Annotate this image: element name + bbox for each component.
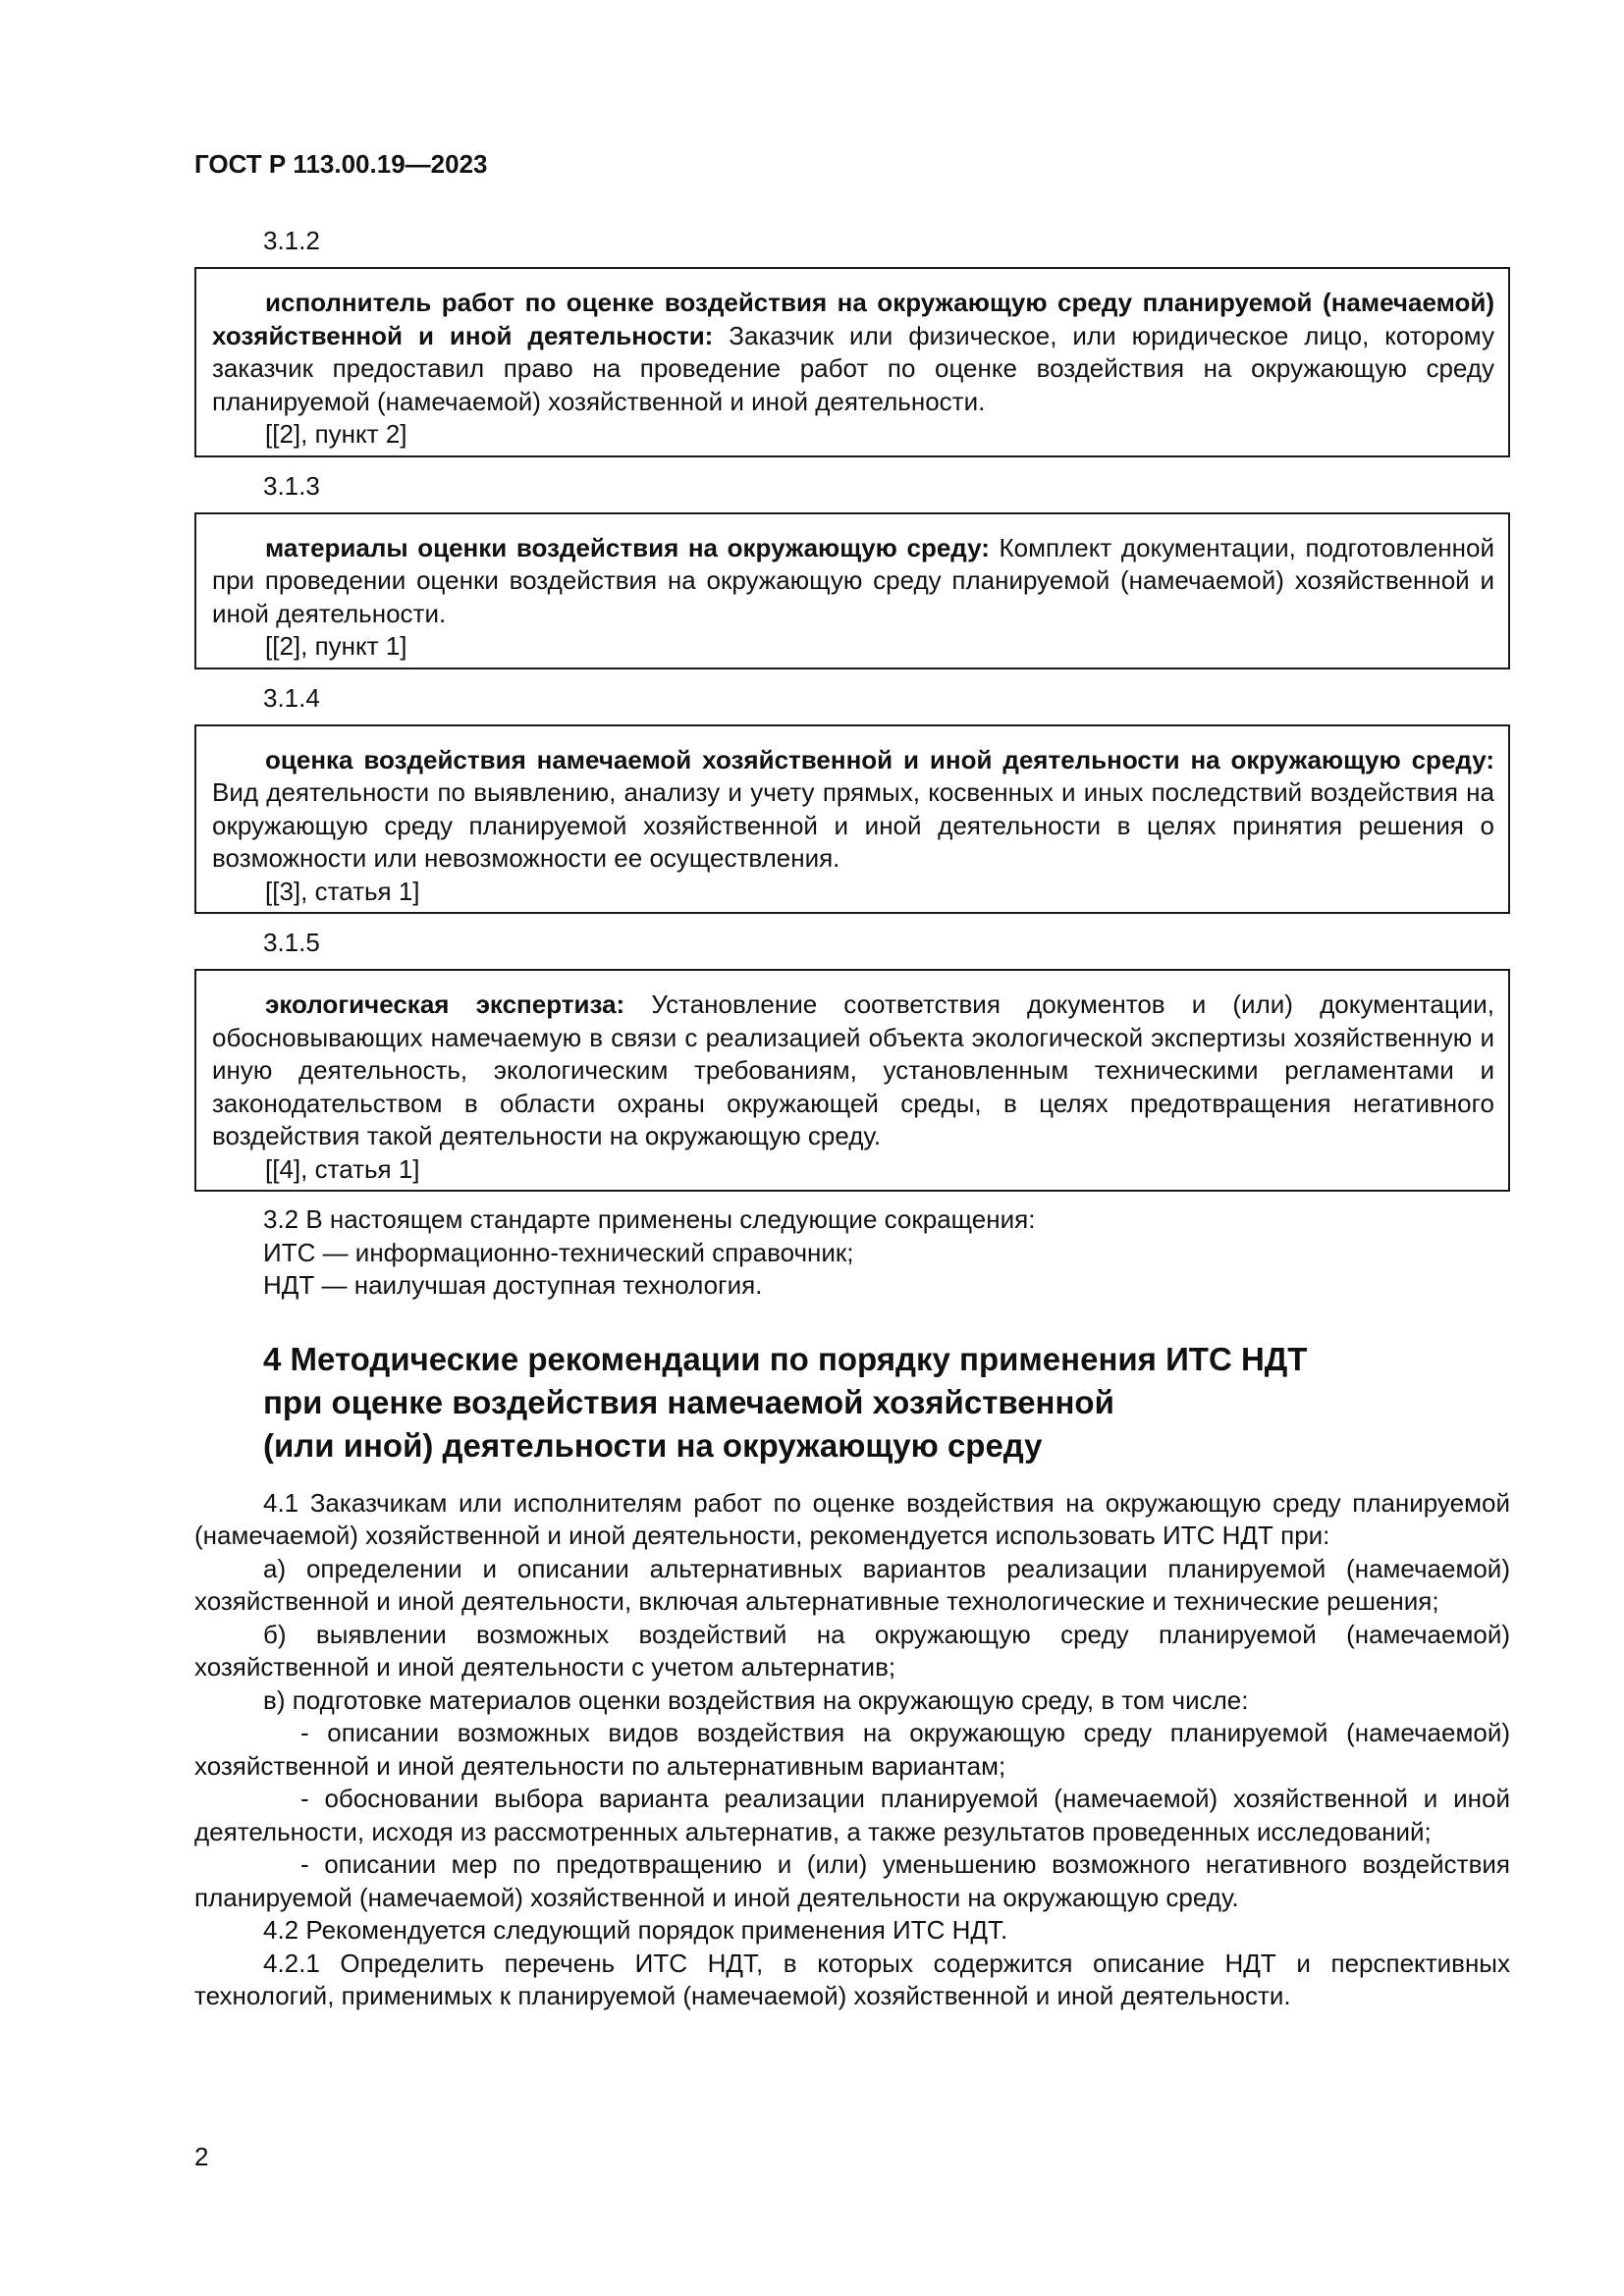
term-paragraph [212,988,1494,1153]
term-source: [[2], пункт 2] [265,419,407,449]
term-paragraph [212,532,1494,631]
term-number: 3.1.3 [263,470,320,501]
term-definition: Заказчик или физическое, или юридическое лицо, которому заказчик предоставил право на проведение работ по оценке воздействия на окружающую среду планируемой (намечаемой) хозяйственной и иной деятельности. [212,320,1494,416]
section-heading-line: при оценке воздействия намечаемой хозяйственной [263,1383,1114,1420]
dash-item: - описании мер по предотвращению и (или) уменьшению возможного негативного воздействия планируемой (намечаемой) хозяйственной и иной деятельности на окружающую среду. [194,1849,1510,1912]
abbreviations-list [194,1203,1510,1303]
section-heading [194,1338,1510,1468]
term-definition-box [194,267,1510,457]
list-item-v: в) подготовке материалов оценки воздействия на окружающую среду, в том числе: [263,1684,1249,1715]
term-paragraph [212,744,1494,876]
term-source: [[2], пункт 1] [265,631,407,661]
section-heading-line: (или иной) деятельности на окружающую среду [263,1426,1043,1464]
section-body [194,1487,1510,2013]
term-name: исполнитель работ по оценке воздействия на окружающую среду планируемой (намечаемой) хозяйственной и иной деятельности: [212,288,1494,350]
abbreviation-item: ИТС — информационно-технический справочник; [263,1237,854,1267]
term-definition: Комплект документации, подготовленной при проведении оценки воздействия на окружающую среду планируемой (намечаемой) хозяйственной и иной деятельности. [212,532,1495,628]
abbreviations-intro: 3.2 В настоящем стандарте применены следующие сокращения: [263,1204,1036,1234]
page-content [194,224,1510,2013]
term-definition: Вид деятельности по выявлению, анализу и учету прямых, косвенных и иных последствий воздействия на окружающую среду планируемой хозяйственной и иной деятельности в целях принятия решения о возможности или невозможности ее осуществления. [212,777,1494,873]
term-name: материалы оценки воздействия на окружающую среду: [265,532,990,562]
term-definition-box [194,724,1510,915]
term-paragraph [212,287,1494,418]
dash-item: - описании возможных видов воздействия на окружающую среду планируемой (намечаемой) хозяйственной и иной деятельности по альтернативным вариантам; [194,1718,1510,1781]
paragraph-4-2: 4.2 Рекомендуется следующий порядок применения ИТС НДТ. [263,1915,1008,1945]
term-number: 3.1.4 [263,682,320,713]
term-number: 3.1.5 [263,928,320,957]
paragraph-4-2-1: 4.2.1 Определить перечень ИТС НДТ, в которых содержится описание НДТ и перспективных технологий, применимых к планируемой (намечаемой) хозяйственной и иной деятельности. [194,1948,1510,2010]
term-source: [[4], статья 1] [265,1153,420,1184]
document-code: ГОСТ Р 113.00.19—2023 [194,149,488,179]
term-name: экологическая экспертиза: [265,989,625,1019]
dash-item: - обосновании выбора варианта реализации планируемой (намечаемой) хозяйственной и иной деятельности, исходя из рассмотренных альтернатив, а также результатов проведенных исследований; [194,1784,1510,1846]
term-name: оценка воздействия намечаемой хозяйственной и иной деятельности на окружающую среду: [265,744,1494,774]
page-number: 2 [194,2142,209,2171]
list-item-b: б) выявлении возможных воздействий на окружающую среду планируемой (намечаемой) хозяйственной и иной деятельности с учетом альтернатив; [194,1619,1510,1682]
paragraph-4-1: 4.1 Заказчикам или исполнителям работ по оценке воздействия на окружающую среду планируемой (намечаемой) хозяйственной и иной деятельности, рекомендуется использовать ИТС НДТ при: [194,1487,1510,1550]
term-number: 3.1.2 [263,226,320,255]
term-source: [[3], статья 1] [265,876,420,906]
term-definition-box [194,512,1510,669]
section-heading-line: 4 Методические рекомендации по порядку применения ИТС НДТ [263,1340,1308,1377]
list-item-a: а) определении и описании альтернативных вариантов реализации планируемой (намечаемой) хозяйственной и иной деятельности, включая альтернативные технологические и технические решения; [194,1553,1510,1616]
term-definition-box [194,969,1510,1192]
term-definition: Установление соответствия документов и (или) документации, обосновывающих намечаемую в связи с реализацией объекта экологической экспертизы хозяйственную и иную деятельность, экологическим требованиям, установленным техническими регламентами и законодательством в области охраны окружающей среды, в целях предотвращения негативного воздействия такой деятельности на окружающую среду. [212,989,1495,1150]
abbreviation-item: НДТ — наилучшая доступная технология. [263,1270,763,1300]
